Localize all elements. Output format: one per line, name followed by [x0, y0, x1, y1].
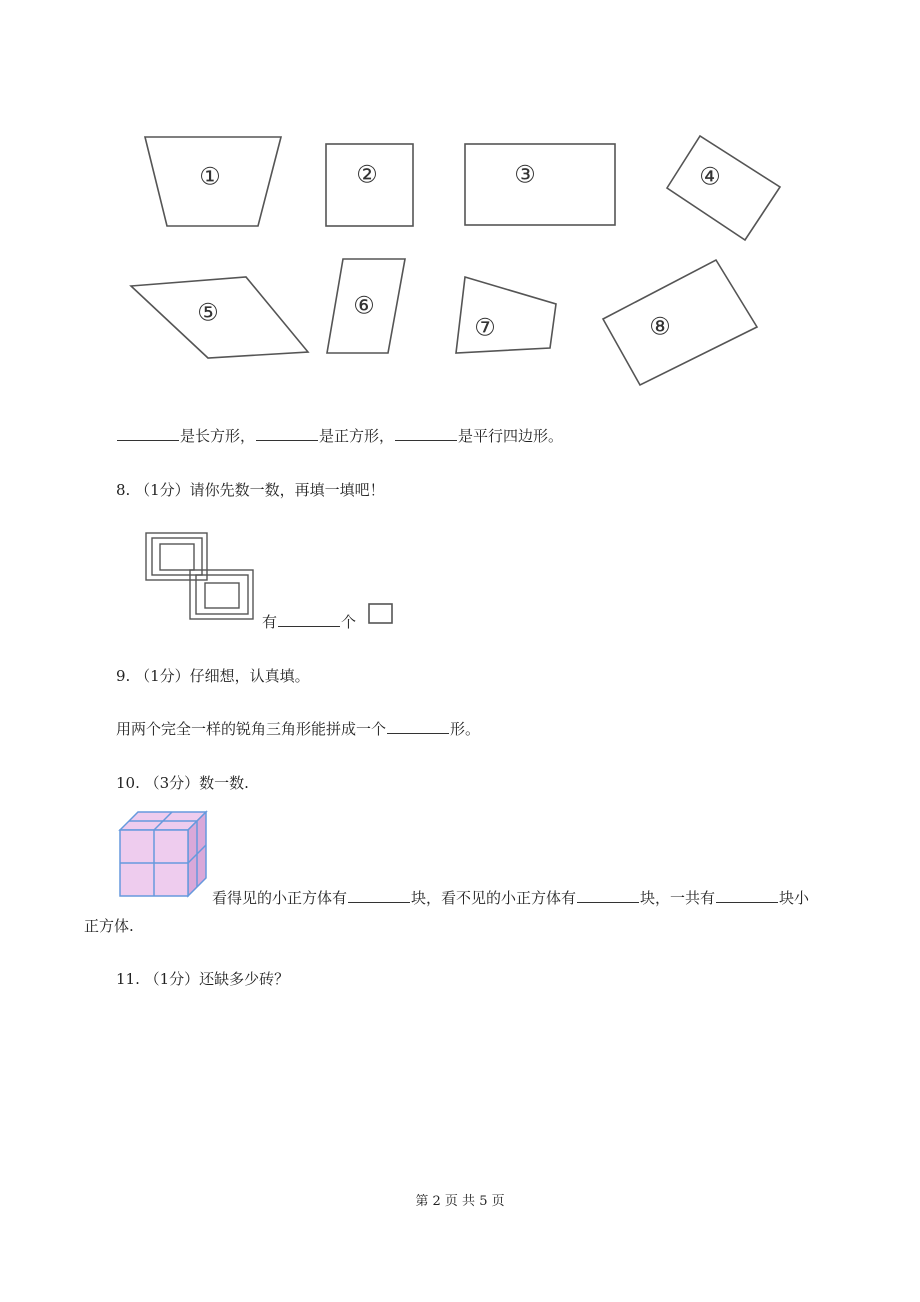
q8-title: 8. （1分）请你先数一数，再填一填吧！ — [116, 481, 385, 499]
shape-3-label: ③ — [514, 160, 536, 189]
shape-2-label: ② — [356, 160, 378, 189]
q7-text-2: 是正方形， — [319, 427, 395, 445]
shape-5-label: ⑤ — [197, 298, 219, 327]
q7-blank-3[interactable] — [395, 426, 457, 441]
q10-text-invisible: 块，看不见的小正方体有 — [411, 889, 577, 907]
q7-blank-1[interactable] — [117, 426, 179, 441]
q8-squares-figure — [140, 528, 260, 624]
q8-answer-line — [262, 611, 356, 632]
q9-text-before: 用两个完全一样的锐角三角形能拼成一个 — [116, 720, 387, 738]
q10-cube-figure — [116, 808, 210, 900]
q8-prefix: 有 — [262, 613, 278, 631]
page-footer: 第 2 页 共 5 页 — [415, 1194, 505, 1209]
shape-3-rectangle — [465, 144, 615, 225]
q10-line2: 正方体. — [84, 917, 134, 935]
shape-4-label: ④ — [699, 162, 721, 191]
q7-answer-line — [116, 425, 563, 446]
q8-small-square-icon — [368, 603, 394, 625]
q10-blank-invisible[interactable] — [577, 888, 639, 903]
q7-text-3: 是平行四边形。 — [458, 427, 564, 445]
shape-6-label: ⑥ — [353, 291, 375, 320]
shape-8-label: ⑧ — [649, 312, 671, 341]
q10-answer-line — [212, 887, 809, 908]
shapes-figure — [0, 120, 920, 400]
q8-suffix: 个 — [341, 613, 357, 631]
shape-7-quadrilateral — [456, 277, 556, 353]
q9-question — [116, 718, 480, 739]
q8-blank[interactable] — [278, 612, 340, 627]
q9-blank[interactable] — [387, 719, 449, 734]
q7-text-1: 是长方形， — [180, 427, 256, 445]
q11-title: 11. （1分）还缺多少砖？ — [116, 970, 290, 988]
q10-text-total: 块，一共有 — [640, 889, 716, 907]
q9-title: 9. （1分）仔细想，认真填。 — [116, 667, 310, 685]
shape-7-label: ⑦ — [474, 313, 496, 342]
q10-text-end: 块小 — [779, 889, 810, 907]
shape-4-rotated-rectangle — [667, 136, 780, 240]
shape-1-label: ① — [199, 162, 221, 191]
q7-blank-2[interactable] — [256, 426, 318, 441]
shape-8-rotated-rectangle — [603, 260, 757, 385]
shape-5-parallelogram — [131, 277, 308, 358]
q10-blank-visible[interactable] — [348, 888, 410, 903]
q10-text-visible: 看得见的小正方体有 — [212, 889, 348, 907]
q10-title: 10. （3分）数一数. — [116, 774, 249, 792]
q9-text-after: 形。 — [450, 720, 481, 738]
q10-blank-total[interactable] — [716, 888, 778, 903]
